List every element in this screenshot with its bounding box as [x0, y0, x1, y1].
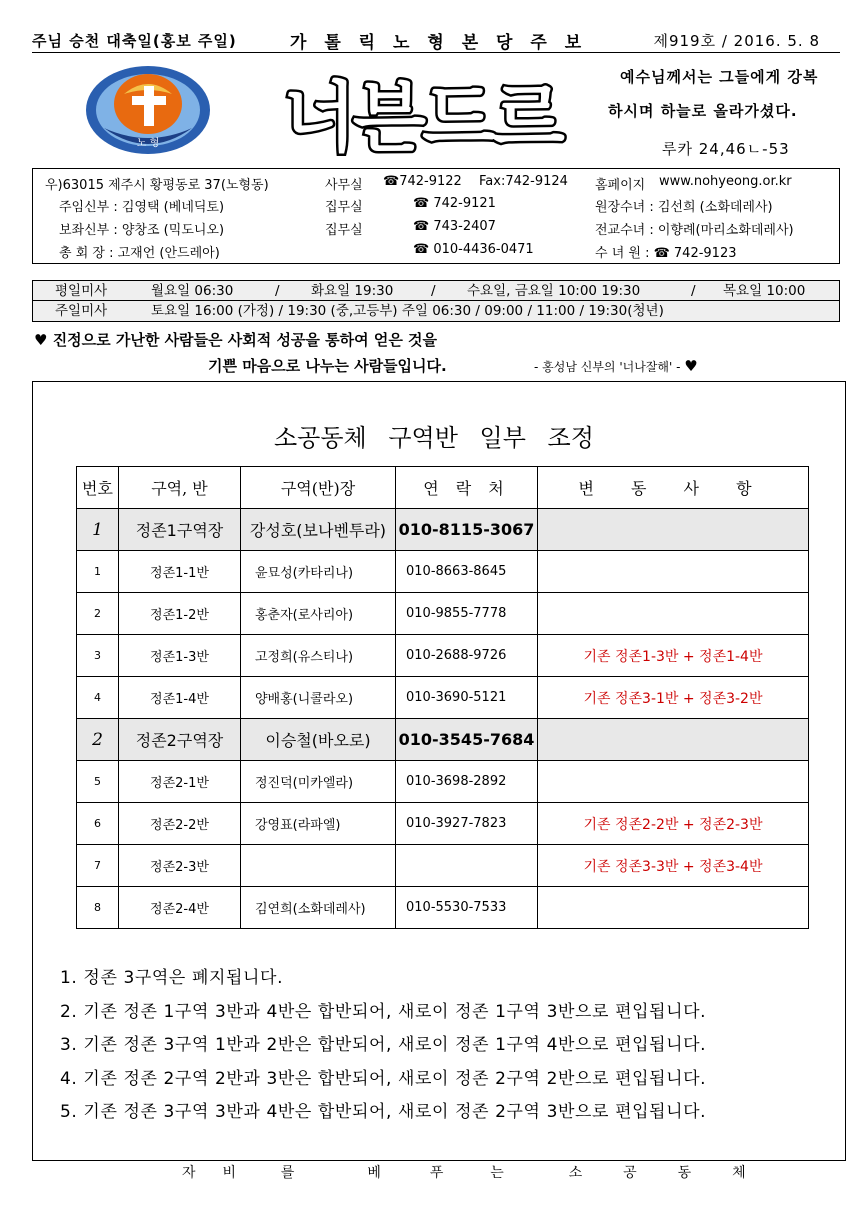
- notice-note: 1. 정존 3구역은 폐지됩니다.: [60, 968, 284, 988]
- footer-char: 는: [490, 1165, 504, 1181]
- district-group-row: [77, 509, 809, 551]
- sunday-mass-label: 주일미사: [55, 303, 108, 319]
- row-leader: 홍춘자(로사리아): [241, 593, 396, 635]
- pastor-room-label: 집무실: [325, 200, 363, 215]
- homepage-label: 홈페이지: [595, 178, 646, 193]
- footer-char: 자: [182, 1165, 196, 1181]
- heart-icon: ♥: [34, 331, 48, 349]
- footer-char: 푸: [429, 1165, 444, 1181]
- row-phone: 010-3690-5121: [396, 677, 538, 719]
- row-area: 정존2-4반: [119, 887, 241, 929]
- office-fax: Fax:742-9124: [479, 174, 568, 189]
- group-phone: 010-3545-7684: [396, 719, 538, 761]
- column-header: 번호: [77, 467, 119, 509]
- table-row: [77, 551, 809, 593]
- table-row: [77, 761, 809, 803]
- parish-logo: [84, 64, 212, 160]
- council-president: 총 회 장 : 고재언 (안드레아): [59, 246, 220, 261]
- row-phone: 010-3698-2892: [396, 761, 538, 803]
- column-header: 변 동 사 항: [538, 467, 809, 509]
- row-number: 5: [77, 761, 119, 803]
- heart-icon: ♥: [684, 357, 698, 375]
- row-change: 기존 정존3-3반 + 정존3-4반: [538, 845, 809, 887]
- group-area: 정존2구역장: [119, 719, 241, 761]
- bulletin-title-logotype: [272, 70, 572, 158]
- row-leader: 정진덕(미카엘라): [241, 761, 396, 803]
- mass-schedule: [32, 280, 840, 322]
- column-header: 구역, 반: [119, 467, 241, 509]
- row-change: [538, 887, 809, 929]
- footer-char: 동: [677, 1165, 692, 1181]
- motto-source: - 홍성남 신부의 '너나잘해' - ♥: [534, 357, 698, 375]
- footer-char: 베: [367, 1165, 381, 1181]
- row-number: 4: [77, 677, 119, 719]
- row-change: [538, 761, 809, 803]
- footer-char: 공: [623, 1165, 637, 1181]
- row-change: 기존 정존2-2반 + 정존2-3반: [538, 803, 809, 845]
- row-phone: 010-5530-7533: [396, 887, 538, 929]
- group-phone: 010-8115-3067: [396, 509, 538, 551]
- sunday-mass-times: 토요일 16:00 (가정) / 19:30 (중,고등부) 주일 06:30 / 09:00 / 11:00 / 19:30(청년): [151, 303, 664, 319]
- row-leader: 윤묘성(카타리나): [241, 551, 396, 593]
- feast-day: 주님 승천 대축일(홍보 주일): [32, 32, 237, 50]
- weekday-mass-label: 평일미사: [55, 283, 108, 299]
- header-divider: [32, 52, 840, 53]
- row-number: 8: [77, 887, 119, 929]
- pastor-phone: ☎ 742-9121: [413, 196, 496, 211]
- row-number: 1: [77, 551, 119, 593]
- table-row: [77, 635, 809, 677]
- row-number: 2: [77, 593, 119, 635]
- parish-bulletin-name: 가 톨 릭 노 형 본 당 주 보: [290, 33, 588, 53]
- pastor: 주임신부 : 김영택 (베네딕토): [59, 200, 225, 215]
- row-phone: 010-9855-7778: [396, 593, 538, 635]
- table-row: [77, 803, 809, 845]
- mission-sister: 전교수녀 : 이향례(마리소화데레사): [595, 223, 794, 238]
- slash-2: /: [431, 283, 436, 299]
- notice-note: 5. 기존 정존 3구역 3반과 4반은 합반되어, 새로이 정존 2구역 3반으로 편입됩니다.: [60, 1102, 707, 1122]
- table-row: [77, 887, 809, 929]
- scripture-quote-line2: 하시며 하늘로 올라가셨다.: [608, 102, 798, 120]
- footer-char: 소: [568, 1165, 583, 1181]
- weekday-monday: 월요일 06:30: [151, 283, 234, 299]
- row-number: 6: [77, 803, 119, 845]
- bulletin-title: 너븐드르: [283, 73, 561, 158]
- footer-slogan: [182, 1162, 752, 1182]
- district-group-row: [77, 719, 809, 761]
- row-phone: 010-3927-7823: [396, 803, 538, 845]
- table-row: [77, 845, 809, 887]
- notice-note: 3. 기존 정존 3구역 1반과 2반은 합반되어, 새로이 정존 1구역 4반으로 편입됩니다.: [60, 1035, 707, 1055]
- row-area: 정존1-4반: [119, 677, 241, 719]
- motto-line2: 기쁜 마음으로 나누는 사람들입니다.: [208, 357, 447, 375]
- row-leader: 양배홍(니콜라오): [241, 677, 396, 719]
- motto-line1: ♥ 진정으로 가난한 사람들은 사회적 성공을 통하여 얻은 것을: [34, 331, 438, 349]
- logo-text: 노 형: [136, 138, 160, 149]
- weekday-wed-fri: 수요일, 금요일 10:00 19:30: [467, 283, 641, 299]
- row-change: 기존 정존3-1반 + 정존3-2반: [538, 677, 809, 719]
- office-label: 사무실: [325, 178, 363, 193]
- row-number: 7: [77, 845, 119, 887]
- scripture-reference: 루카 24,46ㄴ-53: [662, 140, 790, 158]
- table-row: [77, 677, 809, 719]
- row-leader: 고정희(유스티나): [241, 635, 396, 677]
- row-area: 정존2-1반: [119, 761, 241, 803]
- row-area: 정존2-3반: [119, 845, 241, 887]
- table-row: [77, 593, 809, 635]
- row-leader: 김연희(소화데레사): [241, 887, 396, 929]
- row-number: 3: [77, 635, 119, 677]
- weekday-thursday: 목요일 10:00: [723, 283, 806, 299]
- slash-3: /: [691, 283, 696, 299]
- row-change: [538, 593, 809, 635]
- slash-1: /: [275, 283, 280, 299]
- issue-number: 제919호 / 2016. 5. 8: [653, 32, 820, 50]
- row-area: 정존1-1반: [119, 551, 241, 593]
- notice-notes: [60, 962, 706, 1130]
- notice-note: 2. 기존 정존 1구역 3반과 4반은 합반되어, 새로이 정존 1구역 3반으로 편입됩니다.: [60, 1001, 707, 1022]
- row-phone: 010-8663-8645: [396, 551, 538, 593]
- column-header: 연 락 처: [396, 467, 538, 509]
- table-header-row: [77, 467, 809, 509]
- row-phone: [396, 845, 538, 887]
- row-change: [538, 551, 809, 593]
- row-change: 기존 정존1-3반 + 정존1-4반: [538, 635, 809, 677]
- row-leader: [241, 845, 396, 887]
- row-leader: 강영표(라파엘): [241, 803, 396, 845]
- head-sister: 원장수녀 : 김선희 (소화데레사): [595, 200, 773, 215]
- convent-phone: 수 녀 원 : ☎ 742-9123: [595, 246, 737, 261]
- district-table: [76, 466, 809, 929]
- weekday-tuesday: 화요일 19:30: [311, 283, 394, 299]
- group-number: 2: [77, 719, 119, 761]
- group-area: 정존1구역장: [119, 509, 241, 551]
- row-area: 정존1-2반: [119, 593, 241, 635]
- assistant-room-label: 집무실: [325, 223, 363, 238]
- group-change: [538, 509, 809, 551]
- homepage-url: www.nohyeong.or.kr: [659, 174, 792, 189]
- parish-address: 우)63015 제주시 황평동로 37(노형동): [45, 178, 269, 193]
- row-phone: 010-2688-9726: [396, 635, 538, 677]
- row-area: 정존1-3반: [119, 635, 241, 677]
- assistant-priest: 보좌신부 : 양창조 (믹도니오): [59, 223, 225, 238]
- scripture-quote-line1: 예수님께서는 그들에게 강복: [620, 68, 819, 86]
- footer-char: 체: [732, 1165, 746, 1181]
- notice-title: 소공동체 구역반 일부 조정: [274, 424, 594, 452]
- assistant-phone: ☎ 743-2407: [413, 219, 496, 234]
- president-phone: ☎ 010-4436-0471: [413, 242, 534, 257]
- group-number: 1: [77, 509, 119, 551]
- parish-info-box: [32, 168, 840, 264]
- group-leader: 이승철(바오로): [241, 719, 396, 761]
- group-change: [538, 719, 809, 761]
- group-leader: 강성호(보나벤투라): [241, 509, 396, 551]
- footer-char: 비: [222, 1165, 236, 1181]
- footer-char: 를: [280, 1165, 295, 1181]
- column-header: 구역(반)장: [241, 467, 396, 509]
- notice-note: 4. 기존 정존 2구역 2반과 3반은 합반되어, 새로이 정존 2구역 2반으로 편입됩니다.: [60, 1068, 707, 1089]
- bulletin-header: [32, 30, 840, 52]
- row-area: 정존2-2반: [119, 803, 241, 845]
- office-phone: ☎742-9122: [383, 174, 462, 189]
